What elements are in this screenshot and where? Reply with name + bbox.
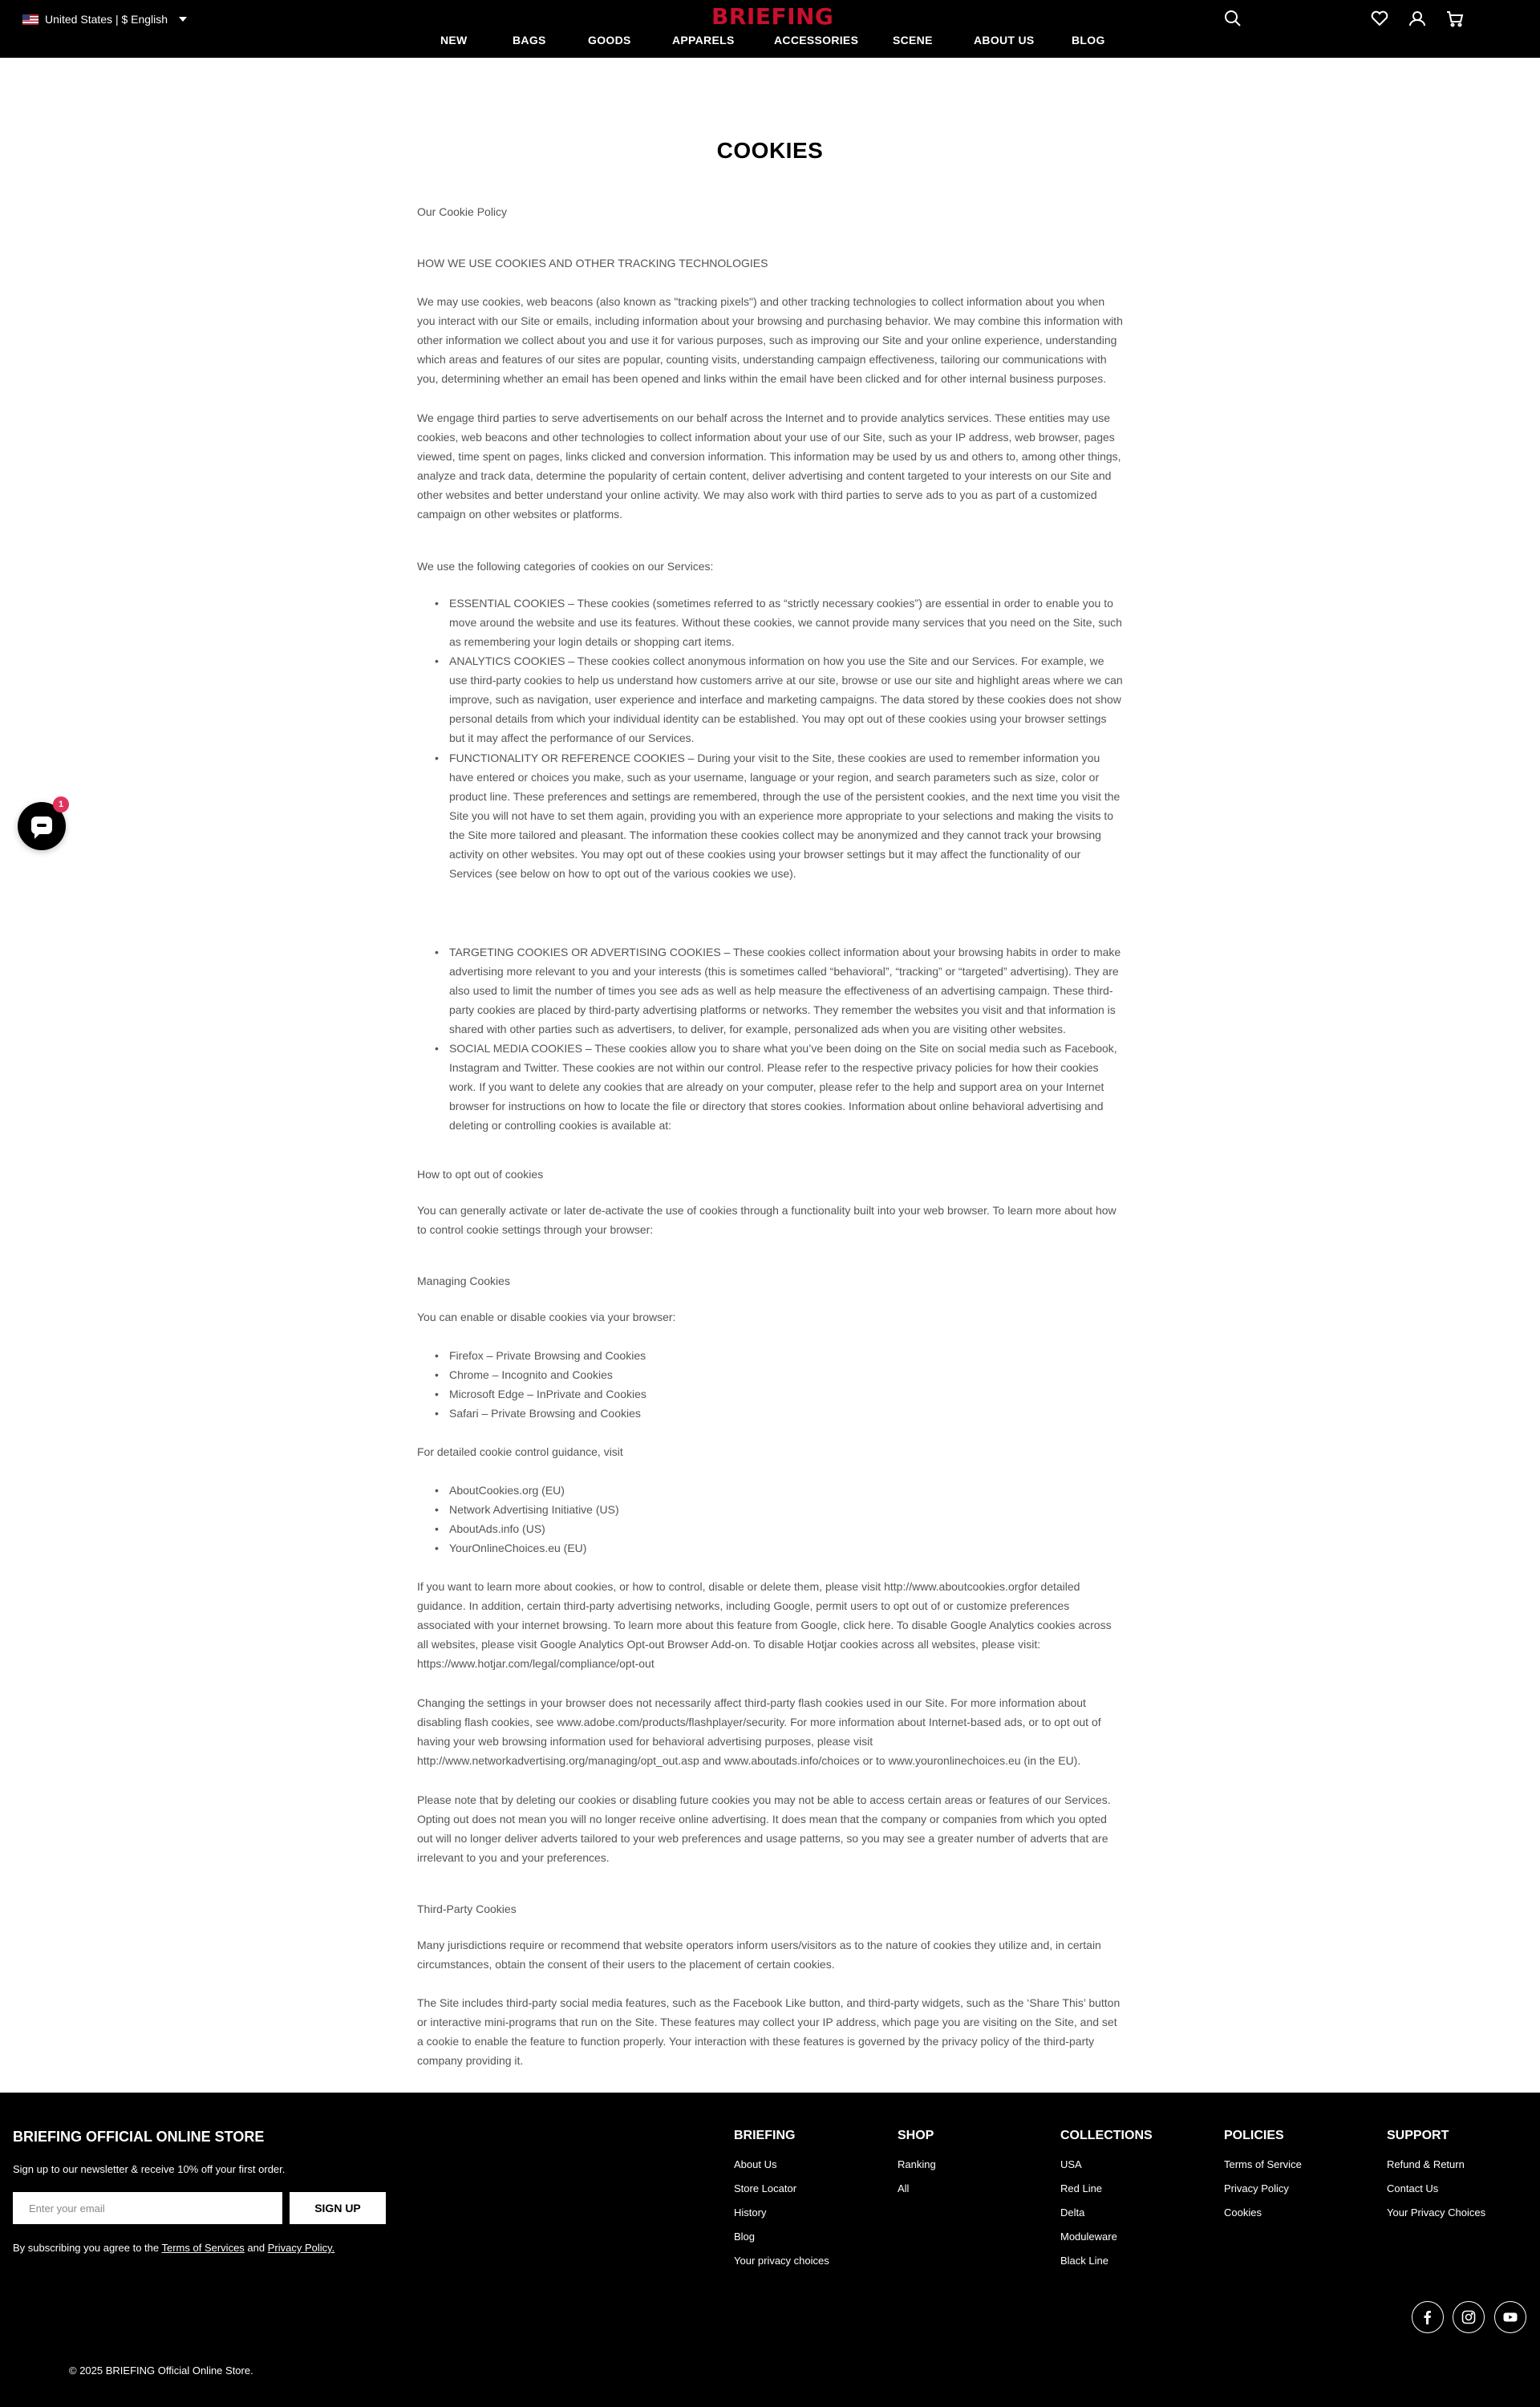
nav-item-goods[interactable]: GOODS: [588, 34, 631, 47]
footer-column-title: SUPPORT: [1387, 2129, 1449, 2142]
footer-link[interactable]: About Us: [734, 2158, 777, 2170]
paragraph: Managing Cookies: [417, 1274, 510, 1287]
terms-of-services-link[interactable]: Terms of Services: [161, 2242, 245, 2254]
list-item: • YourOnlineChoices.eu (EU): [449, 1538, 1123, 1558]
list-item: • Safari – Private Browsing and Cookies: [449, 1404, 1123, 1423]
paragraph: Many jurisdictions require or recommend that website operators inform users/visitors as to the nature of cookies they utilize and, in certain circumstances, obtain the consent of their users to the placement of certain cookies.: [417, 1939, 1101, 1971]
privacy-policy-link[interactable]: Privacy Policy.: [267, 2242, 335, 2254]
search-icon[interactable]: [1222, 8, 1243, 29]
site-header: [0, 0, 1540, 58]
footer-link[interactable]: Your Privacy Choices: [1387, 2206, 1486, 2219]
chat-icon: [31, 817, 52, 834]
list-item: • SOCIAL MEDIA COOKIES – These cookies allow you to share what you’ve been doing on the Site on social media such as Facebook, Instagram and Twitter. These cookies are not within our control. Please refer to the respective privacy policies for how their cookies work. If you want to delete any cookies that are already on your computer, please refer to the help and support area on your Internet browser for instructions on how to locate the file or directory that stores cookies. Information about online behavioral advertising and deleting or controlling cookies is available at:: [449, 1039, 1123, 1135]
heart-icon[interactable]: [1369, 8, 1390, 29]
footer-link[interactable]: History: [734, 2206, 767, 2219]
paragraph: How to opt out of cookies: [417, 1168, 544, 1181]
chat-badge: 1: [53, 796, 69, 812]
newsletter-text: Sign up to our newsletter & receive 10% off your first order.: [13, 2163, 286, 2175]
nav-item-bags[interactable]: BAGS: [513, 34, 546, 47]
nav-item-accessories[interactable]: ACCESSORIES: [774, 34, 859, 47]
subscribe-agreement: [13, 2242, 334, 2254]
nav-item-new[interactable]: NEW: [440, 34, 468, 47]
footer-link[interactable]: Store Locator: [734, 2182, 797, 2194]
cart-icon[interactable]: [1445, 8, 1465, 29]
footer-link[interactable]: Red Line: [1060, 2182, 1103, 2194]
list-item: • TARGETING COOKIES OR ADVERTISING COOKIES – These cookies collect information about your browsing habits in order to make advertising more relevant to you and your interests (this is sometimes called “behavioral”, “tracking” or “targeted” advertising). They are also used to limit the number of times you see ads as well as help measure the effectiveness of an advertising campaign. These third-party cookies are placed by third-party advertising platforms or networks. They remember the websites you visit and that information is shared with other parties such as advertisers, to deliver, for example, personalized ads when you are visiting other websites.: [449, 942, 1123, 1039]
footer-column-title: COLLECTIONS: [1060, 2129, 1153, 2142]
paragraph: Our Cookie Policy: [417, 205, 508, 218]
list-item: • AboutAds.info (US): [449, 1519, 1123, 1538]
footer-column-title: BRIEFING: [734, 2129, 796, 2142]
footer-link[interactable]: Your privacy choices: [734, 2255, 829, 2267]
paragraph: If you want to learn more about cookies, or how to control, disable or delete them, please visit http://www.aboutcookies.orgfor detailed guidance. In addition, certain third-party advertising networks, including Google, permit users to opt out of or customize preferences associated with your internet browsing. To learn more about this feature from Google, click here. To disable Google Analytics cookies across all websites, please visit Google Analytics Opt-out Browser Add-on. To disable Hotjar cookies across all websites, please visit: https://www.hotjar.com/legal/compliance/opt-out: [417, 1580, 1112, 1670]
nav-item-blog[interactable]: BLOG: [1072, 34, 1105, 47]
footer-link[interactable]: Privacy Policy: [1224, 2182, 1289, 2194]
footer-link[interactable]: Blog: [734, 2231, 756, 2243]
footer-link[interactable]: All: [898, 2182, 910, 2194]
newsletter-email-input[interactable]: [13, 2192, 282, 2224]
footer-link[interactable]: Moduleware: [1060, 2231, 1117, 2243]
facebook-icon[interactable]: [1412, 2301, 1444, 2333]
footer-link[interactable]: Terms of Service: [1224, 2158, 1302, 2170]
list-item: • Chrome – Incognito and Cookies: [449, 1365, 1123, 1384]
nav-item-scene[interactable]: SCENE: [893, 34, 933, 47]
footer-link[interactable]: Refund & Return: [1387, 2158, 1465, 2170]
paragraph: Changing the settings in your browser does not necessarily affect third-party flash cookies used in our Site. For more information about disabling flash cookies, see www.adobe.com/products/flashplayer/security. For more information about Internet-based ads, or to opt out of having your web browsing information used for behavioral advertising purposes, please visit http://www.networkadvertising.org/managing/opt_out.asp and www.aboutads.info/choices or to www.youronlinechoices.eu (in the EU).: [417, 1696, 1101, 1767]
footer-column-title: SHOP: [898, 2129, 934, 2142]
footer-link[interactable]: Black Line: [1060, 2255, 1108, 2267]
list-item: • Firefox – Private Browsing and Cookies: [449, 1346, 1123, 1365]
paragraph: For detailed cookie control guidance, visit: [417, 1445, 623, 1458]
paragraph: We use the following categories of cookies on our Services:: [417, 560, 714, 573]
list-item: • AboutCookies.org (EU): [449, 1481, 1123, 1500]
locale-label: United States | $ English: [45, 13, 168, 26]
footer-store-title: BRIEFING OFFICIAL ONLINE STORE: [13, 2129, 265, 2145]
site-footer: [0, 2093, 1540, 2407]
footer-link[interactable]: Ranking: [898, 2158, 936, 2170]
copyright-text: © 2025 BRIEFING Official Online Store.: [69, 2364, 253, 2377]
youtube-icon[interactable]: [1494, 2301, 1526, 2333]
paragraph: HOW WE USE COOKIES AND OTHER TRACKING TECHNOLOGIES: [417, 257, 768, 269]
list-item: • ANALYTICS COOKIES – These cookies collect anonymous information on how you use the Site and our Services. For example, we use third-party cookies to help us understand how customers arrive at our site, browse or use our site and highlight areas where we can improve, such as navigation, user experience and interface and marketing campaigns. The data stored by these cookies does not show personal details from which your individual identity can be established. You may opt out of these cookies using your browser settings but it may affect the performance of our Services.: [449, 651, 1123, 748]
nav-item-about-us[interactable]: ABOUT US: [974, 34, 1035, 47]
footer-link[interactable]: Delta: [1060, 2206, 1085, 2219]
instagram-icon[interactable]: [1453, 2301, 1485, 2333]
list-item: • FUNCTIONALITY OR REFERENCE COOKIES – During your visit to the Site, these cookies are used to remember information you have entered or choices you make, such as your username, language or your region, and search parameters such as size, color or product line. These preferences and settings are remembered, through the use of the persistent cookies, and the next time you visit the Site you will not have to set them again, providing you with an experience more appropriate to your selections and making the visits to the Site more tailored and pleasant. The information these cookies collect may be anonymized and they cannot track your browsing activity on other websites. You may opt out of these cookies using your browser settings but it may affect the functionality of our Services (see below on how to opt out of the various cookies we use).: [449, 748, 1123, 883]
paragraph: We engage third parties to serve advertisements on our behalf across the Internet and to provide analytics services. These entities may use cookies, web beacons and other technologies to collect information about your use of our Site, such as your IP address, web browser, pages viewed, time spent on pages, links clicked and conversion information. This information may be used by us and others to, among other things, analyze and track data, determine the popularity of certain content, deliver advertising and content targeted to your interests on our Site and other websites and better understand your online activity. We may also work with third parties to serve ads to you as part of a customized campaign on other websites or platforms.: [417, 411, 1121, 521]
footer-link[interactable]: Cookies: [1224, 2206, 1262, 2219]
nav-item-apparels[interactable]: APPARELS: [672, 34, 735, 47]
agree-and: and: [244, 2242, 268, 2254]
list-item: • Microsoft Edge – InPrivate and Cookies: [449, 1384, 1123, 1404]
footer-column-title: POLICIES: [1224, 2129, 1284, 2142]
paragraph: Please note that by deleting our cookies or disabling future cookies you may not be able to access certain areas or features of our Services. Opting out does not mean you will no longer receive online advertising. It does mean that the company or companies from which you opted out will no longer deliver adverts tailored to your web preferences and usage patterns, so you may see a greater number of adverts that are irrelevant to you and your preferences.: [417, 1793, 1111, 1864]
page-title: COOKIES: [716, 138, 824, 163]
us-flag-icon: [22, 14, 38, 25]
account-icon[interactable]: [1407, 8, 1428, 29]
list-item: • ESSENTIAL COOKIES – These cookies (sometimes referred to as “strictly necessary cookies”) are essential in order to enable you to move around the website and use its features. Without these cookies, we cannot provide many services that you need on the Site, such as remembering your login details or shopping cart items.: [449, 594, 1123, 651]
paragraph: We may use cookies, web beacons (also known as "tracking pixels") and other tracking technologies to collect information about you when you interact with our Site or emails, including information about your browsing and purchasing behavior. We may combine this information with other information we collect about you and use it for various purposes, such as improving our Site and your online experience, understanding which areas and features of our sites are popular, counting visits, understanding campaign effectiveness, tailoring our communications with you, determining whether an email has been opened and links within the email have been clicked and for other internal business purposes.: [417, 295, 1123, 385]
agree-prefix: By subscribing you agree to the: [13, 2242, 162, 2254]
chevron-down-icon: [179, 17, 187, 22]
main-nav: [0, 34, 1540, 50]
paragraph: The Site includes third-party social media features, such as the Facebook Like button, and third-party widgets, such as the ‘Share This’ button or interactive mini-programs that run on the Site. These features may collect your IP address, which page you are visiting on the Site, and set a cookie to enable the feature to function properly. Your interaction with these features is governed by the privacy policy of the third-party company providing it.: [417, 1996, 1121, 2067]
signup-button[interactable]: SIGN UP: [290, 2192, 386, 2224]
paragraph: You can generally activate or later de-activate the use of cookies through a functionality built into your web browser. To learn more about how to control cookie settings through your browser:: [417, 1204, 1116, 1236]
paragraph: You can enable or disable cookies via your browser:: [417, 1311, 676, 1323]
footer-link[interactable]: USA: [1060, 2158, 1082, 2170]
footer-link[interactable]: Contact Us: [1387, 2182, 1439, 2194]
site-logo[interactable]: BRIEFING: [711, 3, 834, 30]
locale-selector[interactable]: [22, 11, 187, 27]
list-item: • Network Advertising Initiative (US): [449, 1500, 1123, 1519]
paragraph: Third-Party Cookies: [417, 1903, 517, 1915]
